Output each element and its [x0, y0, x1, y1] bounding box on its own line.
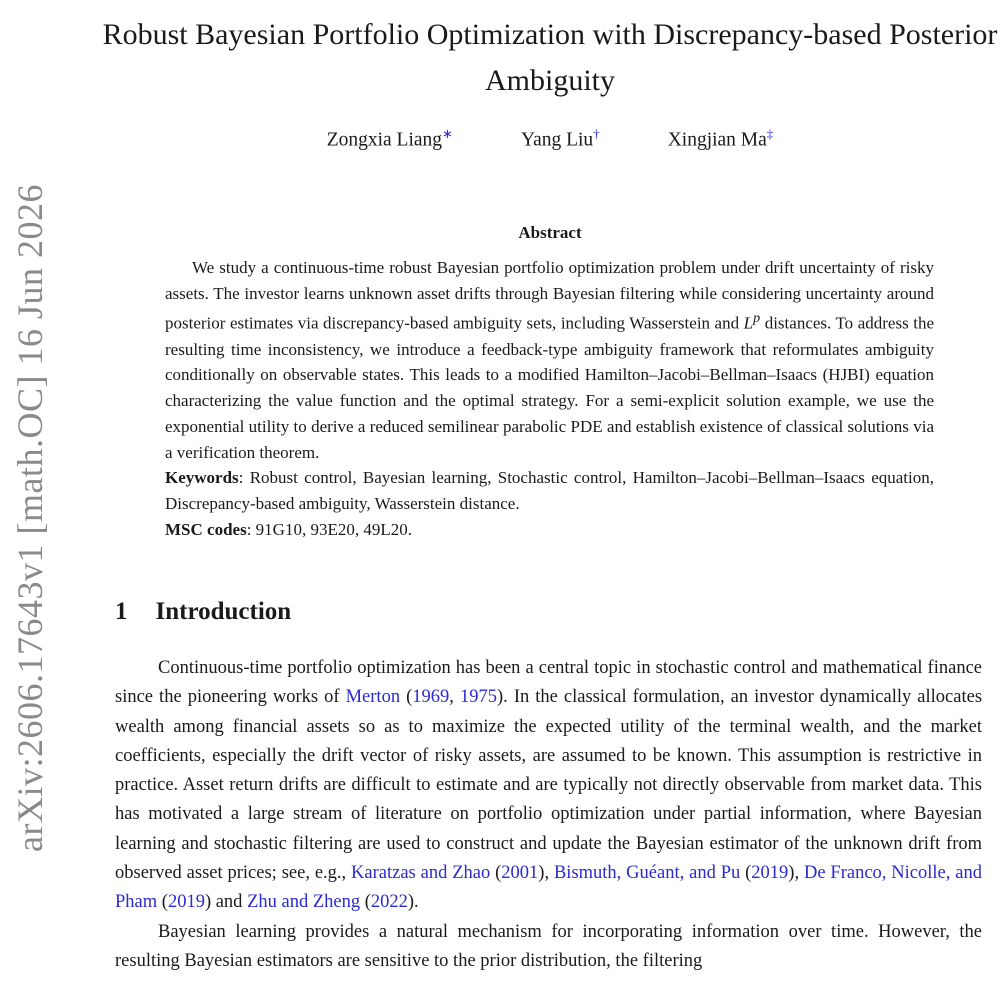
citation-link[interactable]: Karatzas and Zhao	[351, 863, 491, 884]
author-footnote-link[interactable]: ∗	[442, 126, 453, 141]
section-heading	[115, 598, 291, 626]
intro-paragraph: Bayesian learning provides a natural mechanism for incorporating information over time. However, the resulting Bayesian estimators are sensitive to the prior distribution, the filtering	[115, 921, 982, 971]
citation-link[interactable]: 2019	[167, 892, 205, 913]
citation-link[interactable]: 2022	[370, 892, 408, 913]
abstract-body	[165, 255, 934, 542]
keywords-line	[165, 465, 934, 516]
citation-link[interactable]: Merton	[345, 687, 401, 708]
citation-link[interactable]: Bismuth, Guéant, and Pu	[553, 863, 741, 884]
intro-paragraph: Continuous-time portfolio optimization has been a central topic in stochastic control and mathematical finance since the pioneering works of Merton (1969, 1975). In the classical formulation, an investor dynamically allocates wealth among financial assets so as to maximize the expected utility of the terminal wealth, and the market coefficients, especially the drift vector of risky assets, are assumed to be known. This assumption is restrictive in practice. Asset return drifts are difficult to estimate and are typically not directly observable from market data. This has motivated a large stream of literature on portfolio optimization under partial information, where Bayesian learning and stochastic filtering are used to construct and update the Bayesian estimator of the unknown drift from observed asset prices; see, e.g., Karatzas and Zhao (2001), Bismuth, Guéant, and Pu (2019), De Franco, Nicolle, and Pham (2019) and Zhu and Zheng (2022).	[115, 658, 983, 913]
section-title: Introduction	[155, 598, 292, 625]
arxiv-identifier: arXiv:2606.17643v1 [math.OC] 16 Jun 2026	[10, 183, 51, 852]
paper-title: Robust Bayesian Portfolio Optimization with Discrepancy-based Posterior Ambiguity	[102, 18, 998, 97]
keywords-text: : Robust control, Bayesian learning, Stochastic control, Hamilton–Jacobi–Bellman–Isaacs equation, Discrepancy-based ambiguity, Wasserstein distance.	[165, 468, 934, 513]
citation-link[interactable]: 2001	[501, 863, 539, 884]
arxiv-identifier-sidebar	[0, 185, 60, 850]
citation-link[interactable]: 1975	[459, 687, 497, 708]
citation-link[interactable]: Zhu and Zheng	[247, 892, 361, 913]
author-list	[100, 126, 1000, 152]
citation-link[interactable]: 1969	[412, 687, 450, 708]
lp-exponent: p	[753, 310, 761, 327]
introduction-body	[115, 654, 982, 976]
lp-symbol: L	[743, 314, 754, 334]
abstract-heading: Abstract	[518, 223, 582, 242]
author: Zongxia Liang∗	[326, 126, 453, 151]
abstract-text: We study a continuous-time robust Bayesian portfolio optimization problem under drift uncertainty of risky assets. The investor learns unknown asset drifts through Bayesian filtering while considering uncertainty around posterior estimates via discrepancy-based ambiguity sets, including Wasserstein and $L^p$ distances. To address the resulting time inconsistency, we introduce a feedback-type ambiguity framework that reformulates ambiguity conditionally on observable states. This leads to a modified Hamilton–Jacobi–Bellman–Isaacs (HJBI) equation characterizing the value function and the optimal strategy. For a semi-explicit solution example, we use the exponential utility to derive a reduced semilinear parabolic PDE and establish existence of classical solutions via a verification theorem.	[165, 258, 934, 462]
msc-codes-line	[165, 517, 934, 543]
msc-codes-label: MSC codes	[165, 519, 247, 539]
keywords-label: Keywords	[165, 468, 239, 488]
section-number: 1	[115, 598, 128, 625]
author: Xingjian Ma‡	[667, 126, 774, 151]
author-footnote-link[interactable]: †	[593, 126, 600, 141]
citation-link[interactable]: De Franco, Nicolle, and Pham	[115, 863, 982, 913]
msc-codes-text: : 91G10, 93E20, 49L20.	[246, 519, 412, 539]
citation-link[interactable]: 2019	[751, 863, 789, 884]
author: Yang Liu†	[520, 126, 600, 151]
author-footnote-link[interactable]: ‡	[766, 126, 774, 141]
